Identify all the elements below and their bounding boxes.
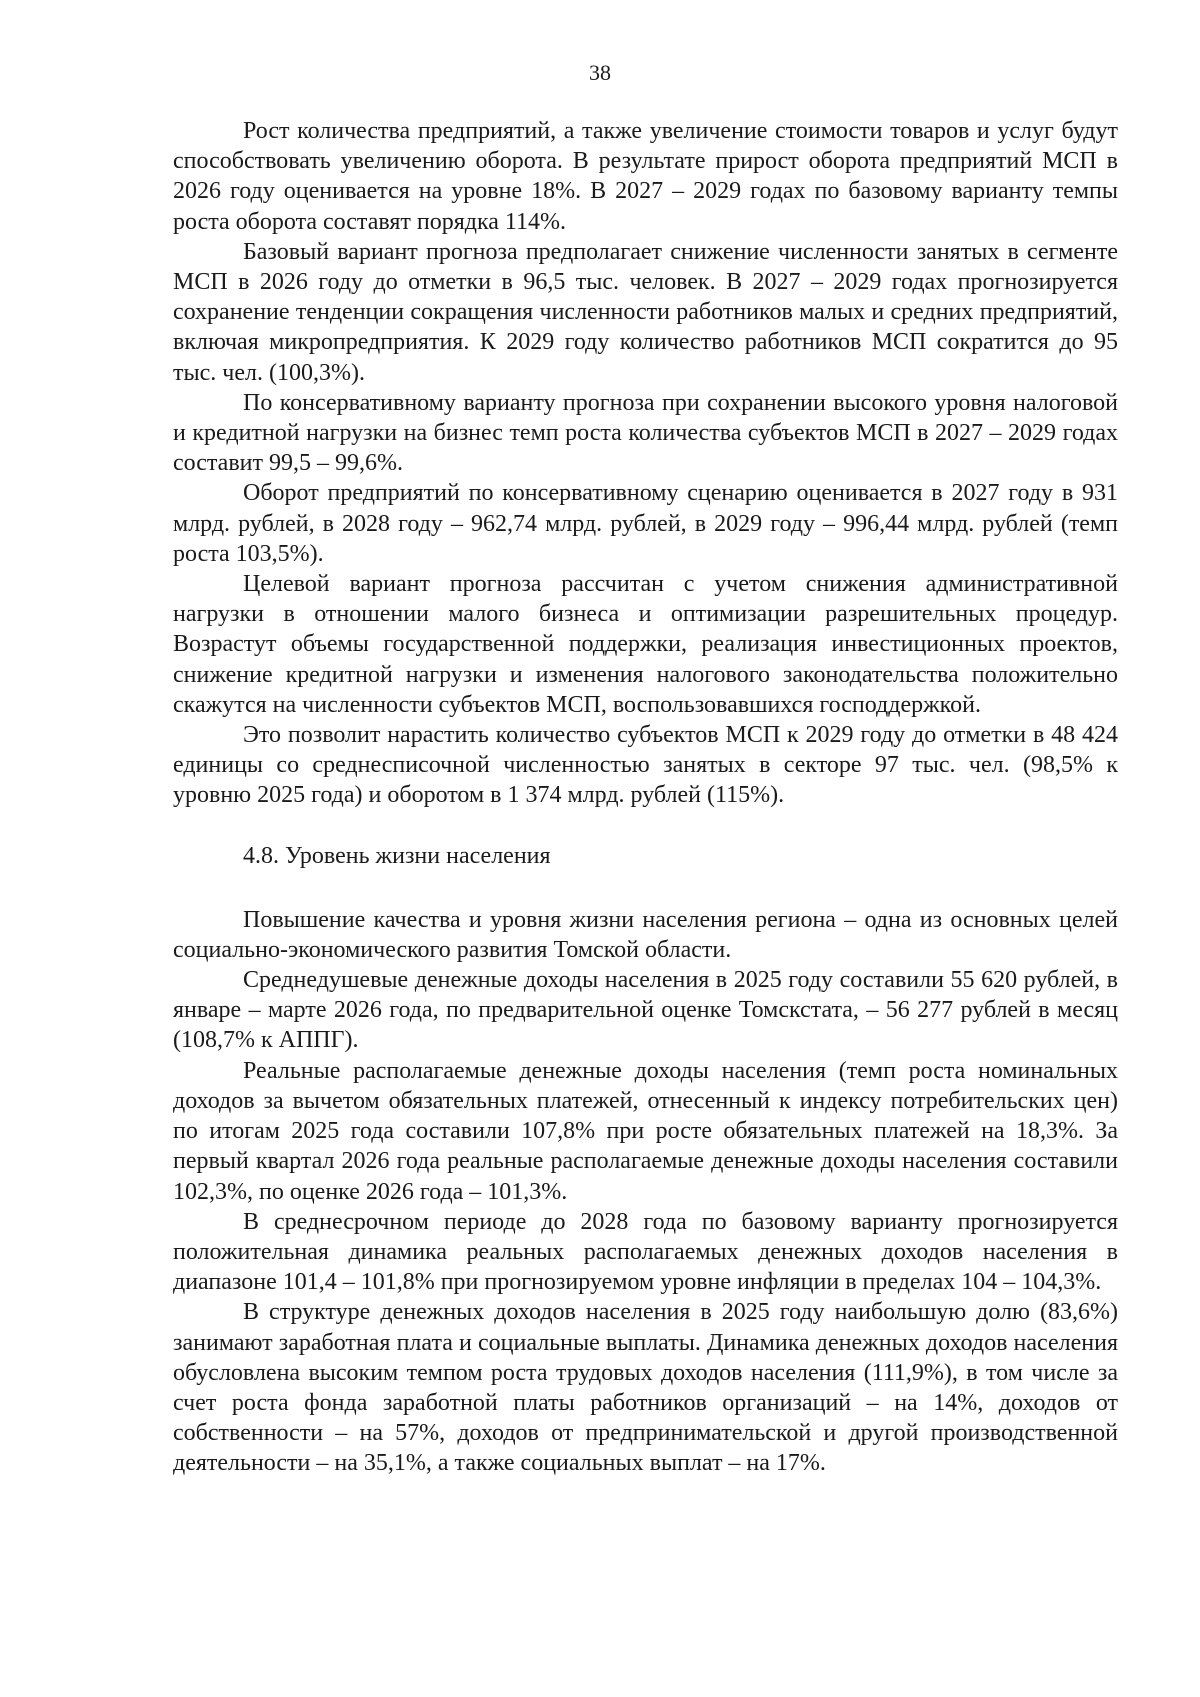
paragraph-real-disposable-income: Реальные располагаемые денежные доходы населения (темп роста номинальных доходов за вычетом обязательных платежей, отнесенный к индексу потребительских цен) по итогам 2025 года составили 107,8% при росте обязательных платежей на 18,3%. За первый квартал 2026 года реальные располагаемые денежные доходы населения составили 102,3%, по оценке 2026 года – 101,3%. — [173, 1057, 1118, 1205]
section-title: 4.8. Уровень жизни населения — [243, 842, 551, 869]
paragraph-living-standards-goal: Повышение качества и уровня жизни населения региона – одна из основных целей социально-экономического развития Томской области. — [173, 906, 1118, 963]
paragraph-target-results: Это позволит нарастить количество субъектов МСП к 2029 году до отметки в 48 424 единицы со среднесписочной численностью занятых в секторе 97 тыс. чел. (98,5% к уровню 2025 года) и оборотом в 1 374 млрд. рублей (115%). — [173, 722, 1118, 809]
paragraph-msp-employment: Базовый вариант прогноза предполагает снижение численности занятых в сегменте МСП в 2026 году до отметки в 96,5 тыс. человек. В 2027 – 2029 годах прогнозируется сохранение тенденции сокращения численности работников малых и средних предприятий, включая микропредприятия. К 2029 году количество работников МСП сократится до 95 тыс. чел. (100,3%). — [173, 238, 1118, 386]
page-content — [173, 116, 1118, 1479]
paragraph-target-scenario: Целевой вариант прогноза рассчитан с учетом снижения административной нагрузки в отношении малого бизнеса и оптимизации разрешительных процедур. Возрастут объемы государственной поддержки, реализация инвестиционных проектов, снижение кредитной нагрузки и изменения налогового законодательства положительно скажутся на численности субъектов МСП, воспользовавшихся господдержкой. — [173, 571, 1118, 718]
paragraph-msp-turnover-growth: Рост количества предприятий, а также увеличение стоимости товаров и услуг будут способствовать увеличению оборота. В результате прирост оборота предприятий МСП в 2026 году оценивается на уровне 18%. В 2027 – 2029 годах по базовому варианту темпы роста оборота составят порядка 114%. — [173, 118, 1118, 235]
page-number: 38 — [589, 60, 611, 85]
paragraph-per-capita-income: Среднедушевые денежные доходы населения в 2025 году составили 55 620 рублей, в январе – марте 2026 года, по предварительной оценке Томскстата, – 56 277 рублей в месяц (108,7% к АППГ). — [173, 967, 1118, 1054]
paragraph-conservative-turnover: Оборот предприятий по консервативному сценарию оценивается в 2027 году в 931 млрд. рублей, в 2028 году – 962,74 млрд. рублей, в 2029 году – 996,44 млрд. рублей (темп роста 103,5%). — [173, 480, 1118, 567]
paragraph-income-structure: В структуре денежных доходов населения в 2025 году наибольшую долю (83,6%) занимают заработная плата и социальные выплаты. Динамика денежных доходов населения обусловлена высоким темпом роста трудовых доходов населения (111,9%), в том числе за счет роста фонда заработной платы работников организаций – на 14%, доходов от собственности – на 57%, доходов от предпринимательской и другой производственной деятельности – на 35,1%, а также социальных выплат – на 17%. — [173, 1299, 1118, 1477]
paragraph-conservative-scenario: По консервативному варианту прогноза при сохранении высокого уровня налоговой и кредитной нагрузки на бизнес темп роста количества субъектов МСП в 2027 – 2029 годах составит 99,5 – 99,6%. — [173, 389, 1118, 477]
paragraph-medium-term-forecast: В среднесрочном периоде до 2028 года по базовому варианту прогнозируется положительная динамика реальных располагаемых денежных доходов населения в диапазоне 101,4 – 101,8% при прогнозируемом уровне инфляции в пределах 104 – 104,3%. — [173, 1208, 1118, 1296]
